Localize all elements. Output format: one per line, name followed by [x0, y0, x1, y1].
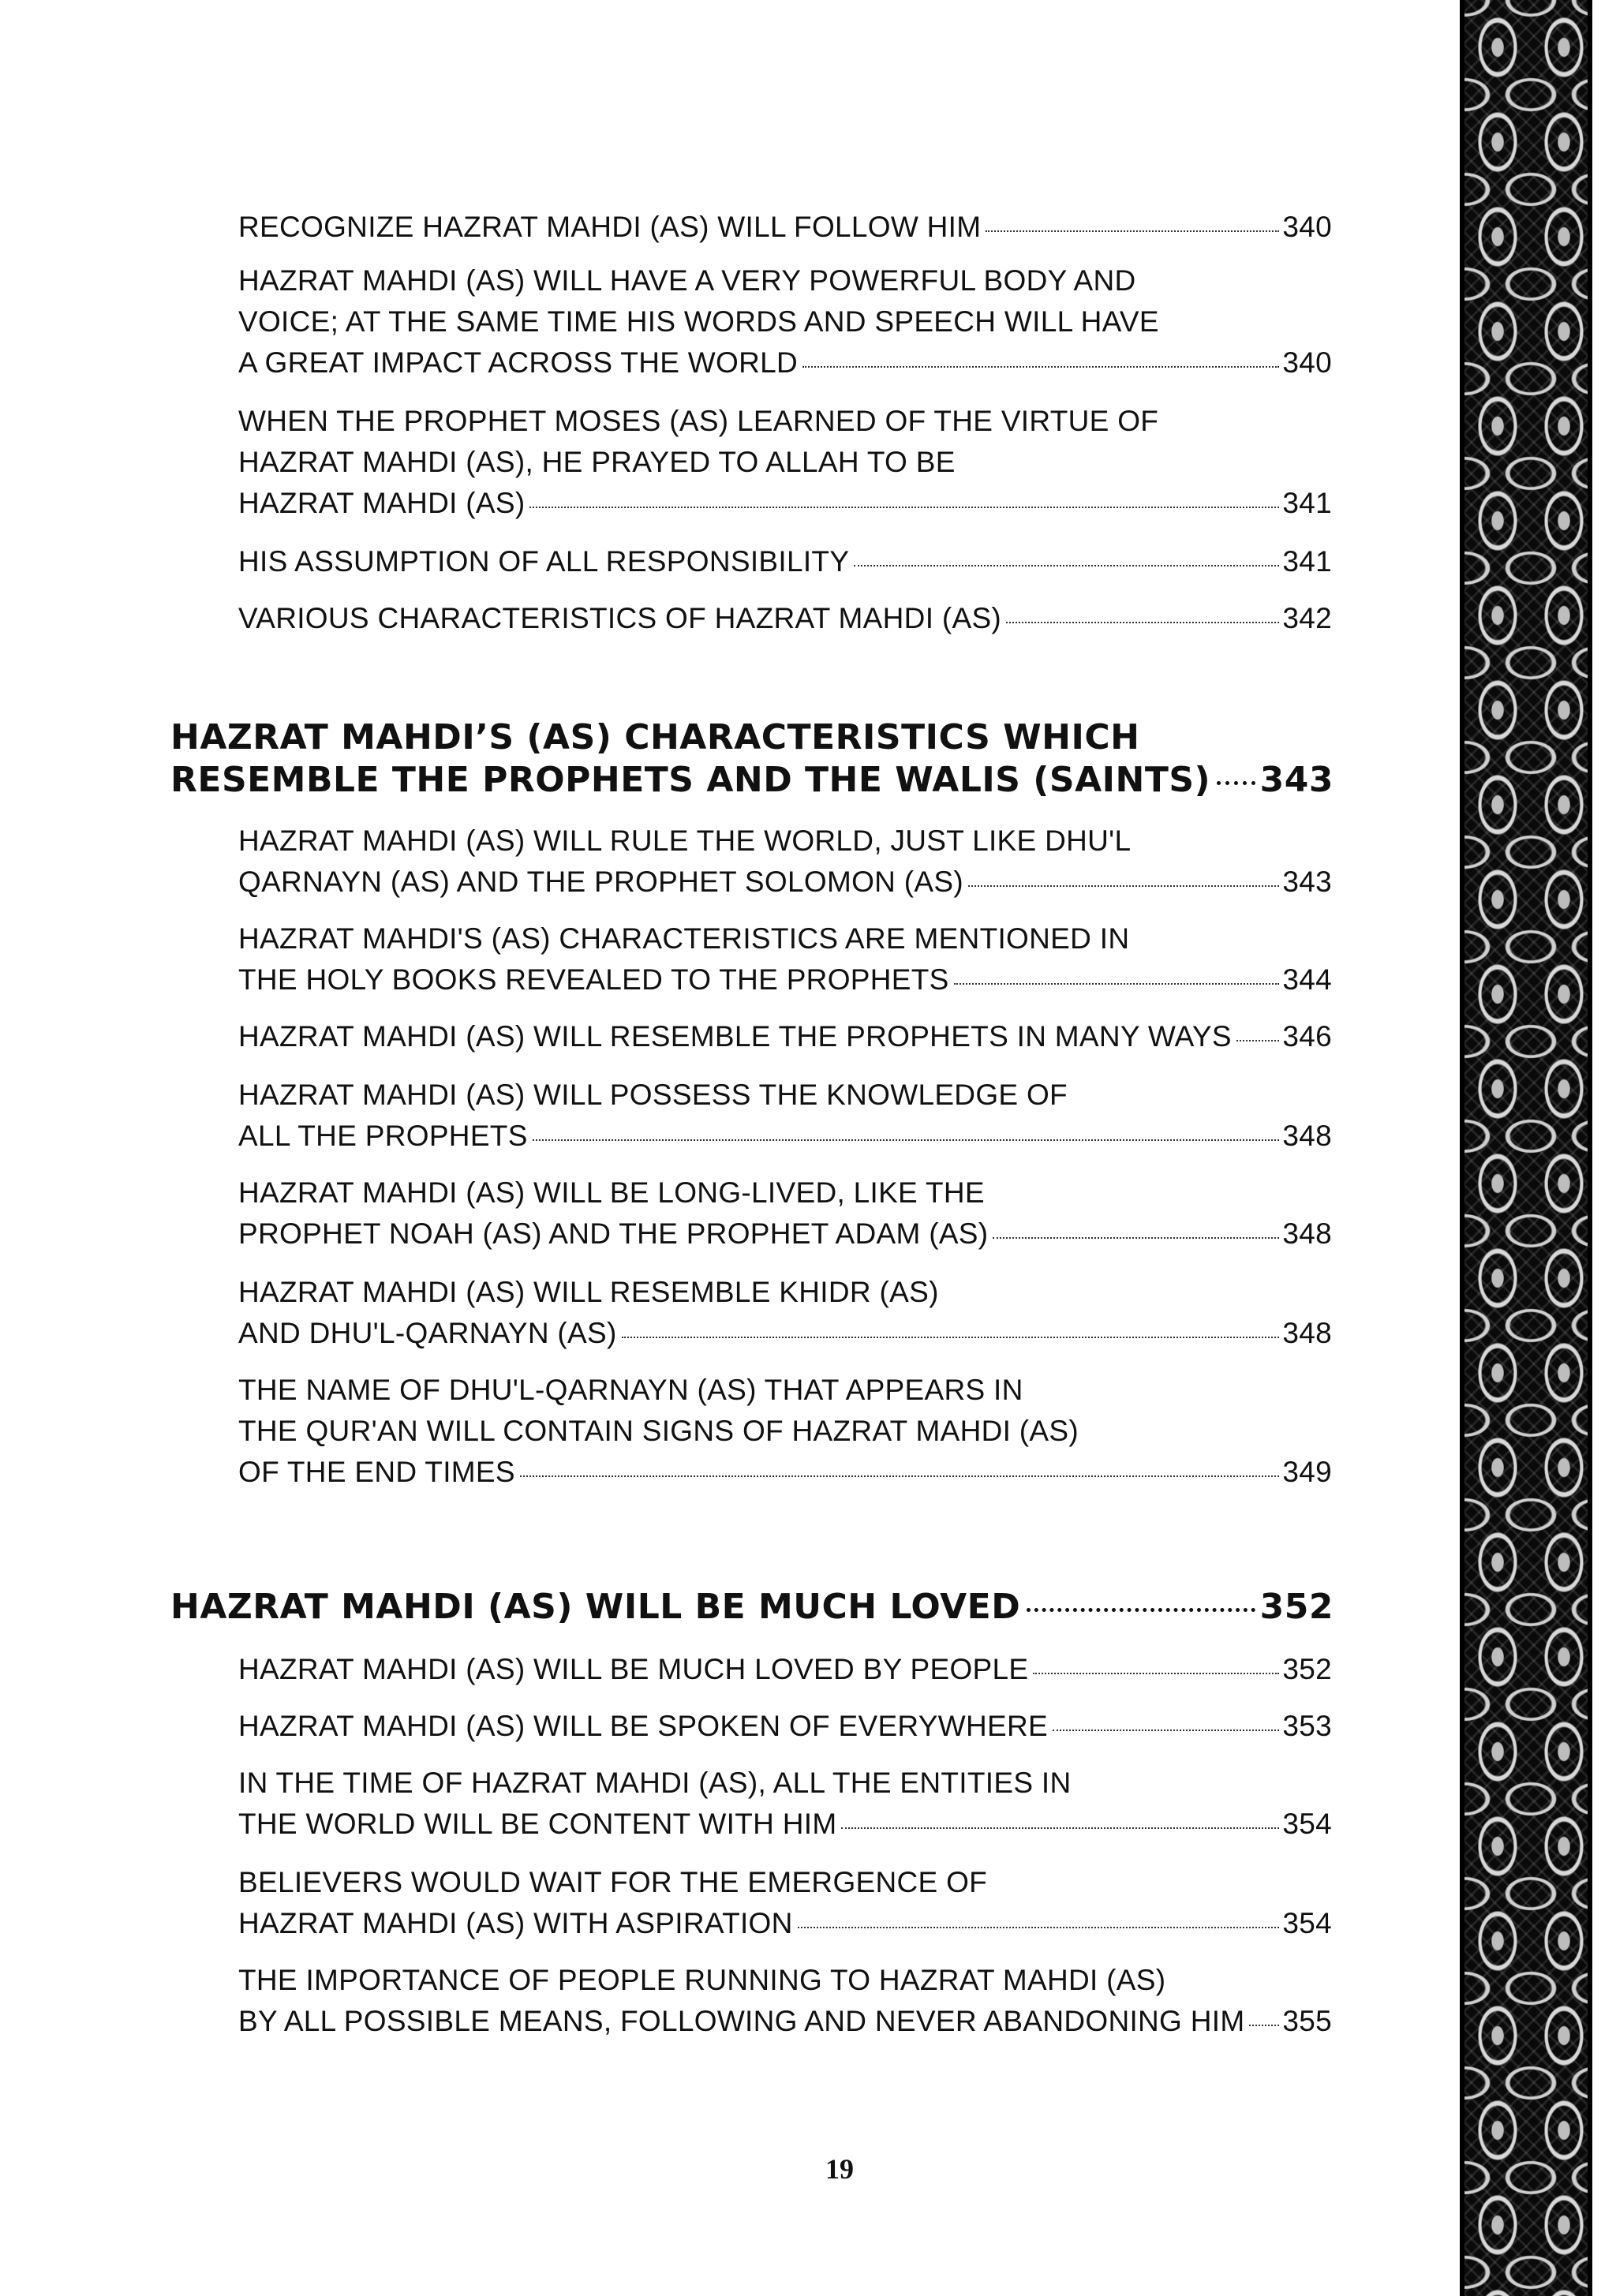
- entry-line: THE NAME OF DHU'L-QARNAYN (AS) THAT APPEARS IN: [238, 1374, 1023, 1406]
- heading-page: 352: [1259, 1587, 1334, 1627]
- toc-entry: [238, 1075, 1332, 1157]
- leader-dots: [986, 230, 1279, 232]
- entry-line: IN THE TIME OF HAZRAT MAHDI (AS), ALL THE ENTITIES IN: [238, 1767, 1072, 1799]
- entry-page: 340: [1282, 346, 1332, 379]
- entry-title: OF THE END TIMES: [238, 1456, 515, 1488]
- entry-title: A GREAT IMPACT ACROSS THE WORLD: [238, 346, 799, 379]
- leader-dots: [841, 1827, 1279, 1829]
- heading-title: HAZRAT MAHDI (AS) WILL BE MUCH LOVED: [170, 1587, 1021, 1627]
- entry-page: 341: [1282, 487, 1332, 519]
- entry-page: 346: [1282, 1020, 1332, 1053]
- entry-title: THE HOLY BOOKS REVEALED TO THE PROPHETS: [238, 963, 949, 996]
- entry-title: HAZRAT MAHDI (AS) WILL BE SPOKEN OF EVERYWHERE: [238, 1710, 1048, 1742]
- heading-line: HAZRAT MAHDI’S (AS) CHARACTERISTICS WHICH: [170, 717, 1140, 757]
- entry-title: HAZRAT MAHDI (AS) WILL RESEMBLE THE PROPHETS IN MANY WAYS: [238, 1020, 1232, 1053]
- toc-entry: [238, 821, 1332, 903]
- entry-line: THE QUR'AN WILL CONTAIN SIGNS OF HAZRAT MAHDI (AS): [238, 1415, 1079, 1447]
- entry-page: 349: [1282, 1456, 1332, 1488]
- entry-page: 343: [1282, 866, 1332, 898]
- entry-page: 354: [1282, 1808, 1332, 1840]
- leader-dots: [529, 507, 1279, 508]
- entry-page: 340: [1282, 211, 1332, 243]
- leader-dots: [1217, 781, 1255, 785]
- entry-page: 353: [1282, 1710, 1332, 1742]
- leader-dots: [1033, 1673, 1279, 1674]
- toc-entry: [238, 598, 1332, 639]
- entry-line: HAZRAT MAHDI (AS) WILL POSSESS THE KNOWLEDGE OF: [238, 1079, 1068, 1111]
- leader-dots: [802, 366, 1279, 368]
- entry-line: THE IMPORTANCE OF PEOPLE RUNNING TO HAZRAT MAHDI (AS): [238, 1964, 1166, 1996]
- page-number: 19: [825, 2153, 854, 2185]
- heading-title: RESEMBLE THE PROPHETS AND THE WALIS (SAINTS): [170, 760, 1211, 800]
- toc-entry: [238, 1862, 1332, 1944]
- leader-dots: [954, 983, 1280, 985]
- ornamental-border: [1460, 0, 1592, 2296]
- toc-entry: [238, 1960, 1332, 2042]
- entry-line: HAZRAT MAHDI (AS) WILL HAVE A VERY POWERFUL BODY AND: [238, 264, 1136, 297]
- leader-dots: [798, 1927, 1280, 1928]
- heading-page: 343: [1259, 760, 1334, 800]
- entry-page: 355: [1282, 2005, 1332, 2037]
- entry-page: 341: [1282, 545, 1332, 578]
- toc-entry: [238, 1272, 1332, 1354]
- section-heading: [170, 1586, 1334, 1629]
- entry-line: VOICE; AT THE SAME TIME HIS WORDS AND SPEECH WILL HAVE: [238, 305, 1159, 338]
- toc-entry: [238, 918, 1332, 1000]
- leader-dots: [968, 885, 1279, 887]
- leader-dots: [1006, 622, 1279, 623]
- toc-entry: [238, 1763, 1332, 1845]
- entry-title: QARNAYN (AS) AND THE PROPHET SOLOMON (AS): [238, 866, 963, 898]
- entry-title: HIS ASSUMPTION OF ALL RESPONSIBILITY: [238, 545, 850, 578]
- leader-dots: [1236, 1040, 1280, 1041]
- entry-title: BY ALL POSSIBLE MEANS, FOLLOWING AND NEVER ABANDONING HIM: [238, 2005, 1245, 2037]
- entry-title: ALL THE PROPHETS: [238, 1120, 528, 1152]
- entry-title: HAZRAT MAHDI (AS) WILL BE MUCH LOVED BY PEOPLE: [238, 1653, 1029, 1685]
- toc-entry: [238, 1706, 1332, 1747]
- toc-entry: [238, 541, 1332, 582]
- entry-page: 342: [1282, 602, 1332, 634]
- leader-dots: [533, 1139, 1280, 1141]
- leader-dots: [1027, 1608, 1255, 1612]
- toc-entry: [238, 1649, 1332, 1690]
- toc-entry: [238, 1016, 1332, 1057]
- entry-title: AND DHU'L-QARNAYN (AS): [238, 1317, 617, 1349]
- entry-page: 352: [1282, 1653, 1332, 1685]
- leader-dots: [993, 1237, 1279, 1239]
- toc-entry: [238, 401, 1332, 524]
- entry-line: WHEN THE PROPHET MOSES (AS) LEARNED OF THE VIRTUE OF: [238, 405, 1159, 437]
- entry-title: VARIOUS CHARACTERISTICS OF HAZRAT MAHDI (AS): [238, 602, 1002, 634]
- leader-dots: [854, 565, 1279, 567]
- toc-entry: [238, 260, 1332, 383]
- entry-line: HAZRAT MAHDI (AS) WILL RESEMBLE KHIDR (AS): [238, 1276, 939, 1308]
- entry-page: 344: [1282, 963, 1332, 996]
- entry-title: HAZRAT MAHDI (AS) WITH ASPIRATION: [238, 1907, 793, 1939]
- leader-dots: [1249, 2025, 1279, 2026]
- leader-dots: [1053, 1729, 1279, 1731]
- entry-title: RECOGNIZE HAZRAT MAHDI (AS) WILL FOLLOW HIM: [238, 211, 982, 243]
- entry-title: HAZRAT MAHDI (AS): [238, 487, 526, 519]
- entry-line: HAZRAT MAHDI (AS), HE PRAYED TO ALLAH TO BE: [238, 446, 956, 478]
- leader-dots: [622, 1337, 1280, 1338]
- entry-page: 354: [1282, 1907, 1332, 1939]
- entry-page: 348: [1282, 1217, 1332, 1250]
- entry-page: 348: [1282, 1120, 1332, 1152]
- toc-entry: [238, 1370, 1332, 1493]
- entry-page: 348: [1282, 1317, 1332, 1349]
- section-heading: [170, 716, 1334, 802]
- entry-title: PROPHET NOAH (AS) AND THE PROPHET ADAM (AS): [238, 1217, 989, 1250]
- toc-entry: [238, 1172, 1332, 1255]
- toc-entry: [238, 207, 1332, 248]
- entry-line: HAZRAT MAHDI (AS) WILL BE LONG-LIVED, LIKE THE: [238, 1176, 985, 1209]
- entry-line: HAZRAT MAHDI (AS) WILL RULE THE WORLD, JUST LIKE DHU'L: [238, 825, 1132, 857]
- entry-line: HAZRAT MAHDI'S (AS) CHARACTERISTICS ARE MENTIONED IN: [238, 922, 1130, 955]
- entry-line: BELIEVERS WOULD WAIT FOR THE EMERGENCE OF: [238, 1866, 988, 1898]
- entry-title: THE WORLD WILL BE CONTENT WITH HIM: [238, 1808, 837, 1840]
- leader-dots: [520, 1475, 1279, 1477]
